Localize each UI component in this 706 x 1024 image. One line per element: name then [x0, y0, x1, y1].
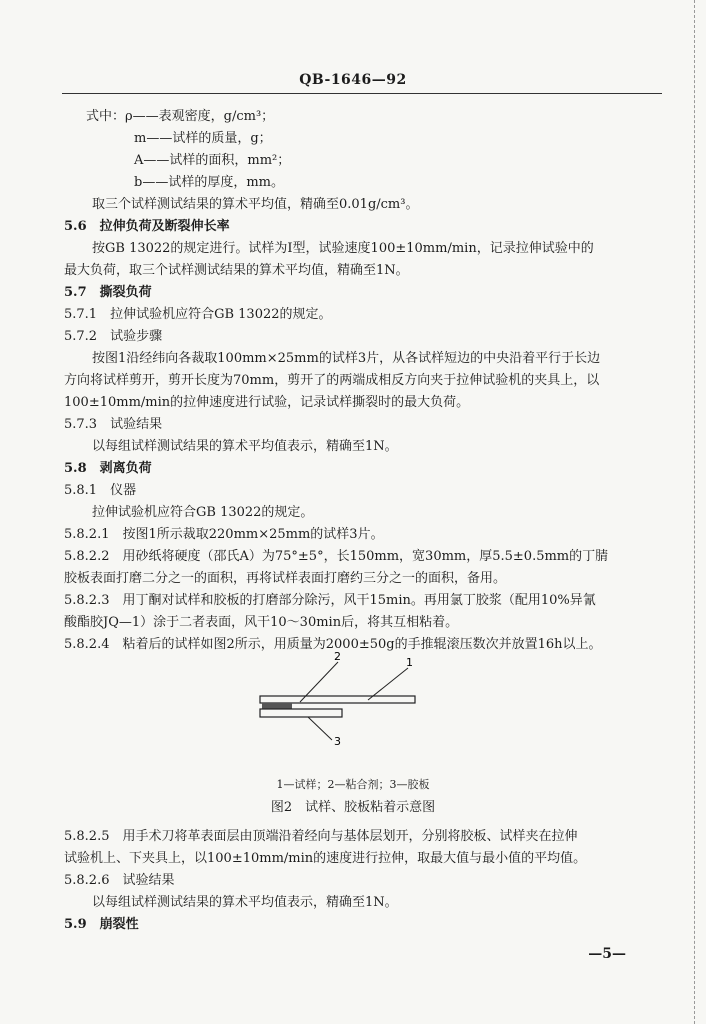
header-divider [62, 93, 662, 94]
section-5-8-title: 5.8 剥离负荷 [64, 461, 152, 476]
formula-symbol-rho: 式中：ρ——表观密度，g/cm³； [86, 109, 275, 124]
section-5-8-2-1: 5.8.2.1 按图1所示裁取220mm×25mm的试样3片。 [64, 527, 384, 542]
section-5-8-1-title: 5.8.1 仪器 [64, 483, 137, 498]
section-5-8-2-6-title: 5.8.2.6 试验结果 [64, 873, 175, 888]
section-5-8-2-2-line-2: 胶板表面打磨二分之一的面积，再将试样表面打磨约三分之一的面积，备用。 [64, 571, 507, 586]
section-5-8-2-6-para: 以每组试样测试结果的算术平均值表示，精确至1N。 [92, 895, 398, 910]
section-5-8-2-2-line-1: 5.8.2.2 用砂纸将硬度（邵氏A）为75°±5°，长150mm，宽30mm，厚5.5±0.5mm的丁腈 [64, 549, 609, 564]
section-5-7-3-para: 以每组试样测试结果的算术平均值表示，精确至1N。 [92, 439, 398, 454]
figure-2-legend: 1—试样；2—粘合剂；3—胶板 [276, 778, 430, 791]
diagram-label-2: 2 [334, 650, 341, 663]
section-5-8-2-3-line-2: 酸酯胶JQ—1）涂于二者表面，风干10～30min后，将其互相粘着。 [64, 615, 459, 630]
scan-margin-line [694, 0, 695, 1024]
section-5-7-2-title: 5.7.2 试验步骤 [64, 329, 163, 344]
rubber-plate [260, 709, 342, 717]
diagram-label-1: 1 [406, 656, 413, 669]
formula-symbol-b: b——试样的厚度，mm。 [134, 175, 284, 190]
section-5-7-2-para-3: 100±10mm/min的拉伸速度进行试验，记录试样撕裂时的最大负荷。 [64, 395, 470, 410]
section-5-8-1-para: 拉伸试验机应符合GB 13022的规定。 [92, 505, 314, 520]
leader-line-1 [368, 668, 408, 700]
page-number: —5— [588, 946, 626, 962]
section-5-7-3-title: 5.7.3 试验结果 [64, 417, 163, 432]
formula-symbol-m: m——试样的质量，g； [134, 131, 272, 146]
figure-2-diagram [250, 648, 430, 748]
section-5-6-para-2: 最大负荷，取三个试样测试结果的算术平均值，精确至1N。 [64, 263, 409, 278]
section-5-7-2-para-2: 方向将试样剪开，剪开长度为70mm，剪开了的两端成相反方向夹于拉伸试验机的夹具上，以 [64, 373, 600, 388]
diagram-label-3: 3 [334, 735, 341, 748]
section-5-7-title: 5.7 撕裂负荷 [64, 285, 152, 300]
section-5-9-title: 5.9 崩裂性 [64, 917, 139, 932]
formula-symbol-a: A——试样的面积，mm²； [134, 153, 291, 168]
specimen-strip [260, 696, 415, 703]
figure-2-caption: 图2 试样、胶板粘着示意图 [270, 800, 436, 815]
section-5-8-2-5-line-2: 试验机上、下夹具上，以100±10mm/min的速度进行拉伸，取最大值与最小值的平均值。 [64, 851, 587, 866]
standard-code-header: QB-1646—92 [299, 72, 407, 88]
section-5-7-2-para-1: 按图1沿经纬向各裁取100mm×25mm的试样3片，从各试样短边的中央沿着平行于长边 [92, 351, 601, 366]
section-5-8-2-5-line-1: 5.8.2.5 用手术刀将革表面层由顶端沿着经向与基体层划开，分别将胶板、试样夹在拉伸 [64, 829, 578, 844]
section-5-6-para-1: 按GB 13022的规定进行。试样为Ⅰ型，试验速度100±10mm/min，记录拉伸试验中的 [92, 241, 594, 256]
formula-note: 取三个试样测试结果的算术平均值，精确至0.01g/cm³。 [92, 197, 419, 212]
leader-line-3 [308, 717, 332, 740]
section-5-8-2-4: 5.8.2.4 粘着后的试样如图2所示，用质量为2000±50g的手推辊滚压数次并放置16h以上。 [64, 637, 602, 652]
section-5-8-2-3-line-1: 5.8.2.3 用丁酮对试样和胶板的打磨部分除污，风干15min。再用氯丁胶浆（配用10%异氰 [64, 593, 596, 608]
section-5-6-title: 5.6 拉伸负荷及断裂伸长率 [64, 219, 230, 234]
section-5-7-1: 5.7.1 拉伸试验机应符合GB 13022的规定。 [64, 307, 332, 322]
adhesive-layer [262, 703, 292, 709]
